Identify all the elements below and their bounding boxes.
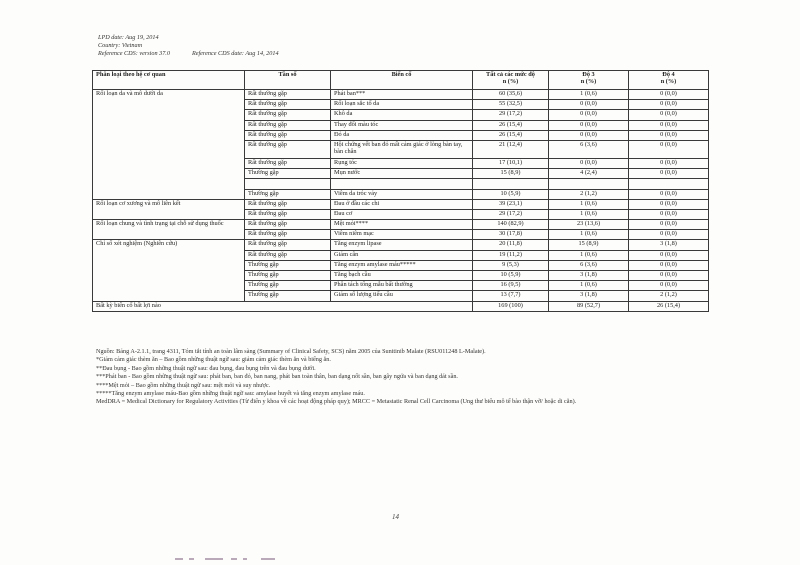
all-grades-cell: 20 (11,8) (473, 240, 549, 250)
grade-4-cell: 0 (0,0) (629, 110, 709, 120)
reference-cds-date: Reference CDS date: Aug 14, 2014 (191, 50, 279, 58)
header-frequency: Tần số (245, 71, 331, 90)
event-cell: Đau cơ (331, 209, 473, 219)
grade-3-cell (549, 179, 629, 189)
event-cell: Giảm số lượng tiểu cầu (331, 291, 473, 301)
header-all-grades: Tất cả các mức độ n (%) (473, 71, 549, 90)
table-row (93, 271, 709, 281)
grade-3-cell: 2 (1,2) (549, 189, 629, 199)
organ-class-cell (93, 281, 245, 291)
all-grades-cell: 60 (35,6) (473, 90, 549, 100)
table-row (93, 209, 709, 219)
all-grades-cell (473, 179, 549, 189)
frequency-cell: Rất thường gặp (245, 100, 331, 110)
grade-4-cell: 0 (0,0) (629, 169, 709, 179)
grade-3-cell: 3 (1,8) (549, 271, 629, 281)
organ-class-cell (93, 130, 245, 140)
frequency-cell: Thường gặp (245, 189, 331, 199)
grade-4-cell: 0 (0,0) (629, 130, 709, 140)
scan-artifact (175, 558, 285, 562)
event-cell: Hội chứng vết ban đỏ mất cảm giác ở lòng bàn tay, bàn chân (331, 140, 473, 158)
organ-class-cell (93, 179, 245, 189)
frequency-cell: Rất thường gặp (245, 199, 331, 209)
all-grades-cell: 29 (17,2) (473, 209, 549, 219)
organ-class-cell (93, 120, 245, 130)
event-cell: Viêm niêm mạc (331, 230, 473, 240)
table-row (93, 100, 709, 110)
grade-3-cell: 0 (0,0) (549, 120, 629, 130)
frequency-cell: Rất thường gặp (245, 120, 331, 130)
grade-4-cell: 0 (0,0) (629, 90, 709, 100)
table-row (93, 240, 709, 250)
frequency-cell: Rất thường gặp (245, 209, 331, 219)
frequency-cell: Rất thường gặp (245, 140, 331, 158)
frequency-cell: Rất thường gặp (245, 240, 331, 250)
event-cell (331, 179, 473, 189)
grade-4-cell: 0 (0,0) (629, 158, 709, 168)
header-grade-4: Độ 4 n (%) (629, 71, 709, 90)
event-cell: Giảm cân (331, 250, 473, 260)
all-grades-cell: 29 (17,2) (473, 110, 549, 120)
all-grades-cell: 10 (5,9) (473, 271, 549, 281)
frequency-cell: Thường gặp (245, 169, 331, 179)
grade-4-cell: 0 (0,0) (629, 230, 709, 240)
frequency-cell: Rất thường gặp (245, 158, 331, 168)
footnote-amylase: *****Tăng enzym amylase máu-Bao gồm những thuật ngữ sau: amylase huyết và tăng enzym amylase máu. (96, 390, 365, 398)
organ-class-cell (93, 158, 245, 168)
all-grades-cell: 17 (10,1) (473, 158, 549, 168)
page-number: 14 (392, 513, 399, 521)
footnote-abbreviations: MedDRA = Medical Dictionary for Regulatory Activities (Từ điển y khoa về các hoạt động pháp quy); MRCC = Metastatic Renal Cell Carcinoma (Ung thư biểu mô tế bào thận vỡ/ hoặc di căn). (96, 398, 577, 406)
total-label: Bất kỳ biến cố bất lợi nào (93, 301, 473, 311)
organ-class-cell (93, 250, 245, 260)
footnotes (96, 348, 712, 407)
grade-3-cell: 0 (0,0) (549, 110, 629, 120)
event-cell: Tăng bạch cầu (331, 271, 473, 281)
table-header-row (93, 71, 709, 90)
grade-4-cell: 0 (0,0) (629, 189, 709, 199)
organ-class-cell (93, 169, 245, 179)
table-row (93, 120, 709, 130)
table-row (93, 250, 709, 260)
header-grade-3: Độ 3 n (%) (549, 71, 629, 90)
organ-class-cell: Rối loạn da và mô dưới da (93, 90, 245, 100)
grade-4-cell: 0 (0,0) (629, 140, 709, 158)
event-cell: Đỏ da (331, 130, 473, 140)
frequency-cell: Thường gặp (245, 271, 331, 281)
table-row (93, 291, 709, 301)
organ-class-cell (93, 140, 245, 158)
table-row (93, 130, 709, 140)
event-cell: Viêm da tróc vảy (331, 189, 473, 199)
footnote-rash: ***Phát ban - Bao gồm những thuật ngữ sau: phát ban, ban đỏ, ban nang, phát ban toàn thân, ban dạng nốt sần, ban gây ngứa và ban dạng dát sần. (96, 373, 458, 381)
table-total-row (93, 301, 709, 311)
grade-3-cell: 1 (0,6) (549, 90, 629, 100)
header-organ-class: Phân loại theo hệ cơ quan (93, 71, 245, 90)
table-row (93, 281, 709, 291)
all-grades-cell: 26 (15,4) (473, 120, 549, 130)
table-row (93, 189, 709, 199)
organ-class-cell: Rối loạn cơ xương và mô liên kết (93, 199, 245, 209)
footnote-abdominal-pain: **Đau bụng - Bao gồm những thuật ngữ sau: đau bụng, đau bụng trên và đau bụng dưới. (96, 364, 316, 372)
table-row (93, 158, 709, 168)
frequency-cell: Rất thường gặp (245, 250, 331, 260)
adverse-events-table (92, 70, 709, 312)
event-cell: Tăng enzym amylase máu***** (331, 260, 473, 270)
grade-3-cell: 0 (0,0) (549, 130, 629, 140)
total-g4-cell: 26 (15,4) (629, 301, 709, 311)
organ-class-cell (93, 271, 245, 281)
table-row (93, 90, 709, 100)
organ-class-cell: Rối loạn chung và tình trạng tại chỗ sử dụng thuốc (93, 220, 245, 230)
grade-3-cell: 15 (8,9) (549, 240, 629, 250)
event-cell: Rối loạn sắc tố da (331, 100, 473, 110)
table-row (93, 179, 709, 189)
reference-cds-version: Reference CDS: version 37.0 (98, 50, 170, 58)
grade-3-cell: 4 (2,4) (549, 169, 629, 179)
organ-class-cell (93, 100, 245, 110)
organ-class-cell (93, 189, 245, 199)
footnote-appetite: *Giảm cảm giác thèm ăn – Bao gồm những thuật ngữ sau: giảm cảm giác thèm ăn và biếng ăn. (96, 356, 331, 364)
frequency-cell: Thường gặp (245, 281, 331, 291)
grade-4-cell: 0 (0,0) (629, 271, 709, 281)
all-grades-cell: 55 (32,5) (473, 100, 549, 110)
organ-class-cell (93, 260, 245, 270)
frequency-cell: Rất thường gặp (245, 110, 331, 120)
grade-3-cell: 23 (13,6) (549, 220, 629, 230)
grade-4-cell: 0 (0,0) (629, 209, 709, 219)
grade-4-cell: 0 (0,0) (629, 281, 709, 291)
all-grades-cell: 9 (5,3) (473, 260, 549, 270)
frequency-cell: Rất thường gặp (245, 130, 331, 140)
event-cell: Mệt mỏi**** (331, 220, 473, 230)
event-cell: Đau ở đầu các chi (331, 199, 473, 209)
grade-3-cell: 6 (3,6) (549, 260, 629, 270)
all-grades-cell: 10 (5,9) (473, 189, 549, 199)
grade-4-cell: 0 (0,0) (629, 120, 709, 130)
table-row (93, 110, 709, 120)
table-row (93, 169, 709, 179)
grade-3-cell: 1 (0,6) (549, 230, 629, 240)
grade-3-cell: 0 (0,0) (549, 158, 629, 168)
grade-4-cell: 0 (0,0) (629, 260, 709, 270)
frequency-cell: Thường gặp (245, 260, 331, 270)
all-grades-cell: 19 (11,2) (473, 250, 549, 260)
grade-4-cell: 3 (1,8) (629, 240, 709, 250)
footnote-source: Nguồn: Bảng A-2.1.1, trang 4311, Tóm tắt tính an toàn lâm sàng (Summary of Clinical Safety, SCS) năm 2005 của Sunitinib Malate (RSU011248 L-Malate). (96, 348, 486, 355)
event-cell: Khô da (331, 110, 473, 120)
frequency-cell: Rất thường gặp (245, 220, 331, 230)
grade-4-cell: 0 (0,0) (629, 220, 709, 230)
frequency-cell (245, 179, 331, 189)
grade-4-cell: 0 (0,0) (629, 199, 709, 209)
event-cell: Rụng tóc (331, 158, 473, 168)
lpd-date: LPD date: Aug 19, 2014 (98, 34, 159, 41)
grade-3-cell: 1 (0,6) (549, 250, 629, 260)
document-header (98, 34, 279, 59)
organ-class-cell: Chỉ số xét nghiệm (Nghiên cứu) (93, 240, 245, 250)
table-row (93, 199, 709, 209)
grade-3-cell: 6 (3,6) (549, 140, 629, 158)
all-grades-cell: 16 (9,5) (473, 281, 549, 291)
event-cell: Mụn nước (331, 169, 473, 179)
grade-3-cell: 1 (0,6) (549, 209, 629, 219)
grade-4-cell: 0 (0,0) (629, 250, 709, 260)
frequency-cell: Thường gặp (245, 291, 331, 301)
frequency-cell: Rất thường gặp (245, 230, 331, 240)
grade-4-cell: 2 (1,2) (629, 291, 709, 301)
grade-3-cell: 1 (0,6) (549, 199, 629, 209)
all-grades-cell: 21 (12,4) (473, 140, 549, 158)
organ-class-cell (93, 110, 245, 120)
event-cell: Phân tách tổng mẫu bất thường (331, 281, 473, 291)
country: Country: Vietnam (98, 42, 143, 50)
grade-3-cell: 3 (1,8) (549, 291, 629, 301)
footnote-fatigue: ****Mệt mỏi – Bao gồm những thuật ngữ sau: mệt mỏi và suy nhược. (96, 381, 271, 389)
total-all-cell: 169 (100) (473, 301, 549, 311)
all-grades-cell: 26 (15,4) (473, 130, 549, 140)
table-row (93, 230, 709, 240)
table-row (93, 140, 709, 158)
grade-3-cell: 1 (0,6) (549, 281, 629, 291)
all-grades-cell: 39 (23,1) (473, 199, 549, 209)
grade-4-cell (629, 179, 709, 189)
all-grades-cell: 140 (82,9) (473, 220, 549, 230)
table-row (93, 260, 709, 270)
all-grades-cell: 30 (17,8) (473, 230, 549, 240)
all-grades-cell: 15 (8,9) (473, 169, 549, 179)
event-cell: Phát ban*** (331, 90, 473, 100)
grade-3-cell: 0 (0,0) (549, 100, 629, 110)
total-g3-cell: 89 (52,7) (549, 301, 629, 311)
event-cell: Thay đổi màu tóc (331, 120, 473, 130)
event-cell: Tăng enzym lipase (331, 240, 473, 250)
organ-class-cell (93, 291, 245, 301)
header-event: Biến cố (331, 71, 473, 90)
table-row (93, 220, 709, 230)
grade-4-cell: 0 (0,0) (629, 100, 709, 110)
frequency-cell: Rất thường gặp (245, 90, 331, 100)
organ-class-cell (93, 209, 245, 219)
all-grades-cell: 13 (7,7) (473, 291, 549, 301)
organ-class-cell (93, 230, 245, 240)
